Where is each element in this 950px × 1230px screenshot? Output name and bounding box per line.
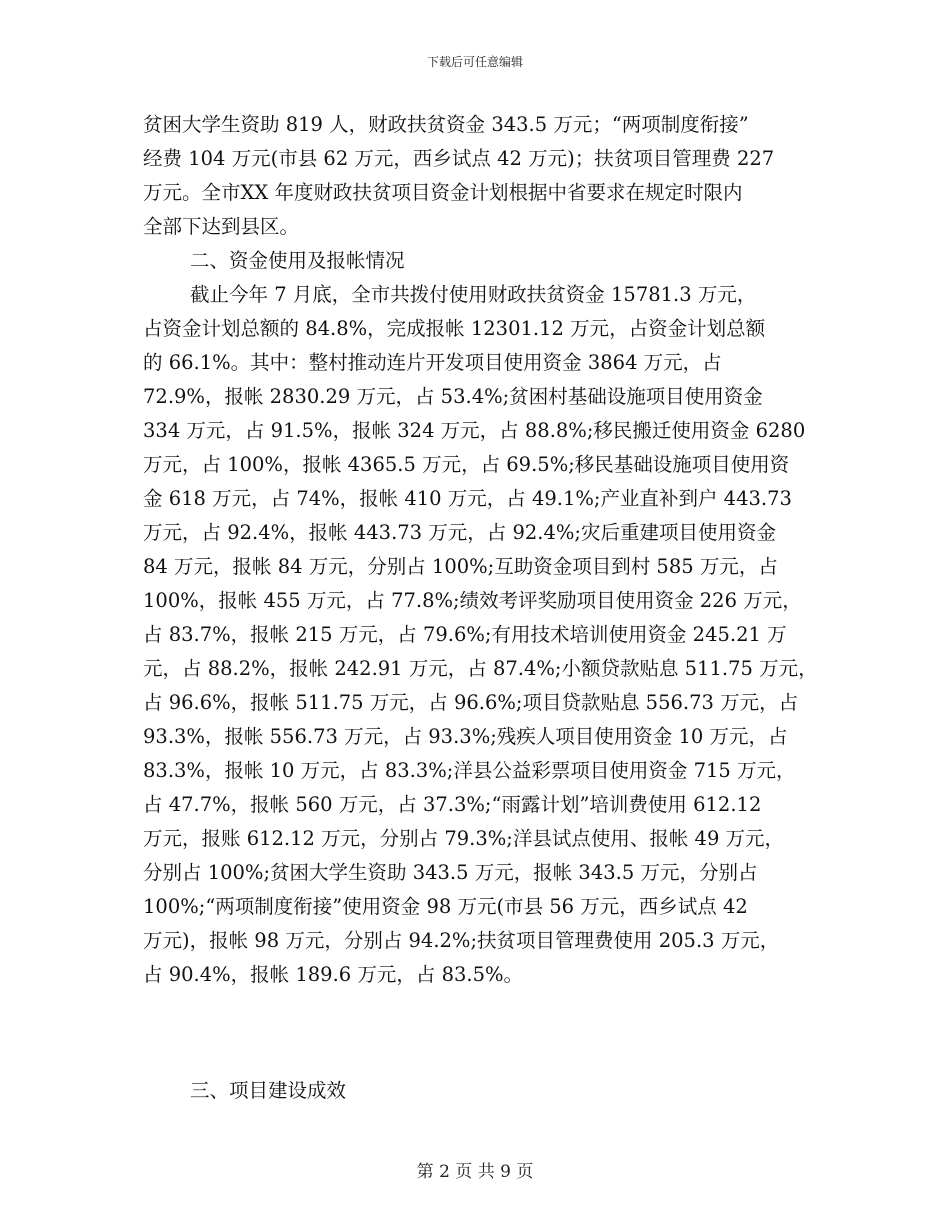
text-line: 占 47.7%，报帐 560 万元，占 37.3%;“雨露计划”培训费使用 612.12 [143,793,762,816]
text-line: 万元)，报帐 98 万元，分别占 94.2%;扶贫项目管理费使用 205.3 万元， [143,929,780,952]
text-line: 万元，占 100%，报帐 4365.5 万元，占 69.5%;移民基础设施项目使用资 [143,453,790,476]
text-line: 83.3%，报帐 10 万元，占 83.3%;洋县公益彩票项目使用资金 715 万元， [143,759,796,782]
section-heading-3: 三、项目建设成效 [190,1079,347,1102]
text-line: 的 66.1%。其中：整村推动连片开发项目使用资金 3864 万元，占 [143,351,722,374]
text-line: 万元，报账 612.12 万元，分别占 79.3%;洋县试点使用、报帐 49 万元， [143,827,785,850]
text-line: 占资金计划总额的 84.8%，完成报帐 12301.12 万元，占资金计划总额 [143,317,766,340]
text-line: 100%;“两项制度衔接”使用资金 98 万元(市县 56 万元，西乡试点 42 [143,895,748,918]
text-line: 金 618 万元，占 74%，报帐 410 万元，占 49.1%;产业直补到户 443.73 [143,487,792,510]
text-line: 万元。全市XX 年度财政扶贫项目资金计划根据中省要求在规定时限内 [143,181,743,204]
section-heading-2: 二、资金使用及报帐情况 [190,249,405,272]
page-footer: 第 2 页 共 9 页 [416,1162,534,1182]
text-line: 93.3%，报帐 556.73 万元，占 93.3%;残疾人项目使用资金 10 万元，占 [143,725,788,748]
text-line: 占 90.4%，报帐 189.6 万元，占 83.5%。 [143,963,524,986]
text-line: 占 83.7%，报帐 215 万元，占 79.6%;有用技术培训使用资金 245.21 万 [143,623,787,646]
document-body [143,108,833,992]
paragraph-1 [143,108,833,244]
text-line: 经费 104 万元(市县 62 万元，西乡试点 42 万元)；扶贫项目管理费 227 [143,147,775,170]
text-line: 84 万元，报帐 84 万元，分别占 100%;互助资金项目到村 585 万元，占 [143,555,778,578]
paragraph-2 [143,278,833,992]
text-line: 占 96.6%，报帐 511.75 万元，占 96.6%;项目贷款贴息 556.73 万元，占 [143,691,799,714]
text-line: 截止今年 7 月底，全市共拨付使用财政扶贫资金 15781.3 万元， [190,283,757,306]
text-line: 72.9%，报帐 2830.29 万元，占 53.4%;贫困村基础设施项目使用资金 [143,385,763,408]
text-line: 334 万元，占 91.5%，报帐 324 万元，占 88.8%;移民搬迁使用资金 6280 [143,419,806,442]
text-line: 分别占 100%;贫困大学生资助 343.5 万元，报帐 343.5 万元，分别占 [143,861,758,884]
text-line: 全部下达到县区。 [143,215,300,238]
text-line: 贫困大学生资助 819 人，财政扶贫资金 343.5 万元；“两项制度衔接” [143,113,749,136]
text-line: 万元，占 92.4%，报帐 443.73 万元，占 92.4%;灾后重建项目使用资金 [143,521,776,544]
page-header: 下载后可任意编辑 [426,55,523,69]
text-line: 元，占 88.2%，报帐 242.91 万元，占 87.4%;小额贷款贴息 511.75 万元， [143,657,818,680]
text-line: 100%，报帐 455 万元，占 77.8%;绩效考评奖励项目使用资金 226 万元， [143,589,802,612]
